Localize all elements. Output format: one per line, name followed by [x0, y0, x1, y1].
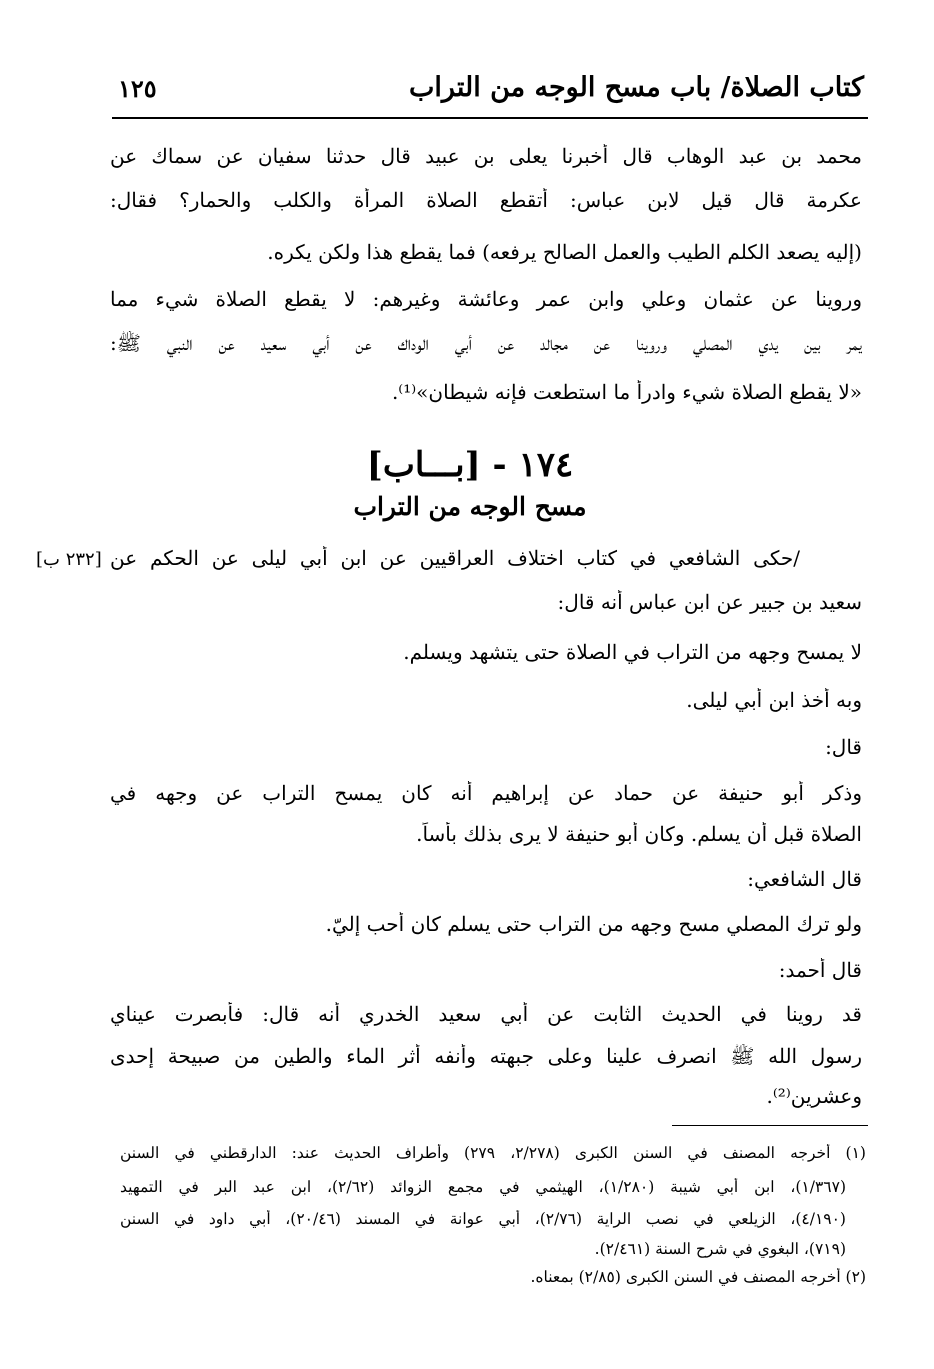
- page-number: ١٢٥: [118, 74, 157, 103]
- body-line: قال أحمد:: [778, 958, 862, 982]
- body-line: محمد بن عبد الوهاب قال أخبرنا يعلى بن عبيد قال حدثنا سفيان عن سماك عن: [110, 144, 862, 168]
- footnote-line: (٢) أخرجه المصنف في السنن الكبرى (٢/٨٥) بمعناه.: [530, 1268, 866, 1286]
- body-line: وذكر أبو حنيفة عن حماد عن إبراهيم أنه كان يمسح التراب عن وجهه في: [110, 781, 862, 805]
- body-line: سعيد بن جبير عن ابن عباس أنه قال:: [557, 590, 862, 614]
- header-rule: [112, 117, 868, 119]
- footnote-line: (٤/١٩٠)، الزيلعي في نصب الراية (٢/٧٦)، أبي عوانة في المسند (٢٠/٤٦)، أبي داود في السنن: [120, 1210, 846, 1228]
- body-line: قد روينا في الحديث الثابت عن أبي سعيد الخدري أنه قال: فأبصرت عيناي: [110, 1002, 862, 1026]
- body-line: يمر بين يدي المصلي وروينا عن مجالد عن أبي الوداك عن أبي سعيد عن النبي ﷺ:: [110, 331, 862, 355]
- footnote-line: (٧١٩)، البغوي في شرح السنة (٢/٤٦١).: [594, 1240, 846, 1258]
- chapter-heading: ١٧٤ - [بـــاب]: [366, 445, 574, 485]
- body-line: «لا يقطع الصلاة شيء وادرأ ما استطعت فإنه شيطان»⁽¹⁾.: [391, 380, 862, 404]
- body-line: وعشرين⁽²⁾.: [766, 1084, 862, 1108]
- chapter-title: مسح الوجه من التراب: [353, 492, 587, 521]
- body-line: (إليه يصعد الكلم الطيب والعمل الصالح يرفعه) فما يقطع هذا ولكن يكره.: [267, 240, 862, 264]
- running-title: كتاب الصلاة/ باب مسح الوجه من التراب: [409, 72, 864, 103]
- page-header: [112, 72, 864, 112]
- body-line: عكرمة قال قيل لابن عباس: أتقطع الصلاة المرأة والكلب والحمار؟ فقال:: [110, 188, 862, 212]
- footnote-line: (١) أخرجه المصنف في السنن الكبرى (٢/٢٧٨، ٢٧٩) وأطراف الحديث عند: الدارقطني في السنن: [120, 1144, 866, 1162]
- body-line: رسول الله ﷺ انصرف علينا وعلى جبهته وأنفه أثر الماء والطين من صبيحة إحدى: [110, 1044, 862, 1068]
- body-line: /حكى الشافعي في كتاب اختلاف العراقيين عن ابن أبي ليلى عن الحكم عن: [110, 546, 800, 570]
- body-line: لا يمسح وجهه من التراب في الصلاة حتى يتشهد ويسلم.: [403, 640, 862, 664]
- body-line: وبه أخذ ابن أبي ليلى.: [686, 688, 862, 712]
- body-line: قال الشافعي:: [747, 867, 862, 891]
- footnote-rule: [672, 1125, 868, 1126]
- body-line: ولو ترك المصلي مسح وجهه من التراب حتى يسلم كان أحب إليّ.: [325, 912, 862, 936]
- body-line: الصلاة قبل أن يسلم. وكان أبو حنيفة لا يرى بذلك بأساً.: [416, 822, 862, 846]
- body-line: وروينا عن عثمان وعلي وابن عمر وعائشة وغيرهم: لا يقطع الصلاة شيء مما: [110, 287, 862, 311]
- footnote-line: (١/٣٦٧)، ابن أبي شيبة (١/٢٨٠)، الهيثمي في مجمع الزوائد (٢/٦٢)، ابن عبد البر في التمهيد: [120, 1178, 846, 1196]
- manuscript-folio-ref: [٢٣٢ ب]: [36, 549, 102, 570]
- body-line: قال:: [825, 735, 862, 759]
